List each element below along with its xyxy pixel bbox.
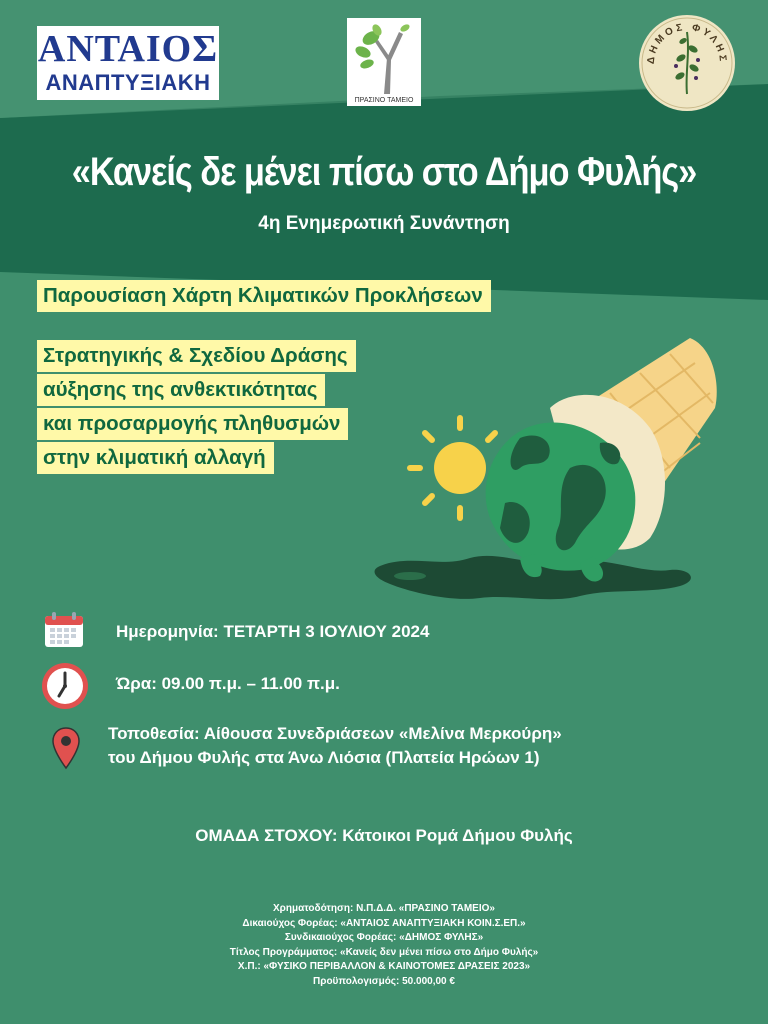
event-location-line2: του Δήμου Φυλής στα Άνω Λιόσια (Πλατεία Ηρώων 1)	[108, 748, 540, 767]
event-subtitle: 4η Ενημερωτική Συνάντηση	[258, 213, 510, 234]
event-title: «Κανείς δε μένει πίσω στο Δήμο Φυλής»	[71, 150, 697, 194]
dimos-fylis-seal	[638, 14, 736, 112]
funding-credits	[0, 902, 768, 989]
credit-line: Προϋπολογισμός: 50.000,00 €	[313, 975, 455, 987]
melting-earth-icecream	[370, 318, 720, 618]
dimos-ring-text: ΔΗΜΟΣ ΦΥΛΗΣ	[645, 21, 729, 65]
antaios-logo-line1: ΑΝΤΑΙΟΣ	[37, 28, 219, 70]
event-time: Ώρα: 09.00 π.μ. – 11.00 π.μ.	[116, 674, 340, 693]
antaios-logo	[37, 26, 219, 100]
tree-logo-icon	[347, 18, 421, 96]
calendar-icon	[44, 612, 84, 648]
credit-line: Χρηματοδότηση: Ν.Π.Δ.Δ. «ΠΡΑΣΙΝΟ ΤΑΜΕΙΟ»	[273, 903, 495, 914]
strategy-line-1: Στρατηγικής & Σχεδίου Δράσης	[37, 340, 356, 372]
earth-globe-icon	[486, 422, 636, 581]
strategy-line-4: στην κλιματική αλλαγή	[37, 442, 274, 474]
strategy-line-2: αύξησης της ανθεκτικότητας	[37, 374, 325, 406]
location-pin-icon	[52, 726, 80, 770]
credit-line: Χ.Π.: «ΦΥΣΙΚΟ ΠΕΡΙΒΑΛΛΟΝ & ΚΑΙΝΟΤΟΜΕΣ ΔΡΑΣΕΙΣ 2023»	[237, 961, 531, 972]
clock-icon	[41, 662, 89, 710]
antaios-logo-line2: ΑΝΑΠΤΥΞΙΑΚΗ	[45, 70, 211, 95]
prasino-tameio-caption: ΠΡΑΣΙΝΟ ΤΑΜΕΙΟ	[354, 97, 414, 104]
strategy-line-3: και προσαρμογής πληθυσμών	[37, 408, 348, 440]
event-location-line1: Τοποθεσία: Αίθουσα Συνεδριάσεων «Μελίνα Μερκούρη»	[108, 724, 562, 743]
prasino-tameio-logo	[347, 18, 421, 106]
credit-line: Δικαιούχος Φορέας: «ΑΝΤΑΙΟΣ ΑΝΑΠΤΥΞΙΑΚΗ ΚΟΙΝ.Σ.ΕΠ.»	[242, 917, 526, 929]
event-date: Ημερομηνία: ΤΕΤΑΡΤΗ 3 ΙΟΥΛΙΟΥ 2024	[116, 622, 430, 641]
sun-icon	[410, 418, 495, 518]
credit-line: Τίτλος Προγράμματος: «Κανείς δεν μένει πίσω στο Δήμο Φυλής»	[229, 946, 539, 958]
target-group: ΟΜΑΔΑ ΣΤΟΧΟΥ: Κάτοικοι Ρομά Δήμου Φυλής	[195, 826, 573, 845]
presentation-highlight: Παρουσίαση Χάρτη Κλιματικών Προκλήσεων	[37, 280, 491, 312]
credit-line: Συνδικαιούχος Φορέας: «ΔΗΜΟΣ ΦΥΛΗΣ»	[284, 932, 484, 943]
